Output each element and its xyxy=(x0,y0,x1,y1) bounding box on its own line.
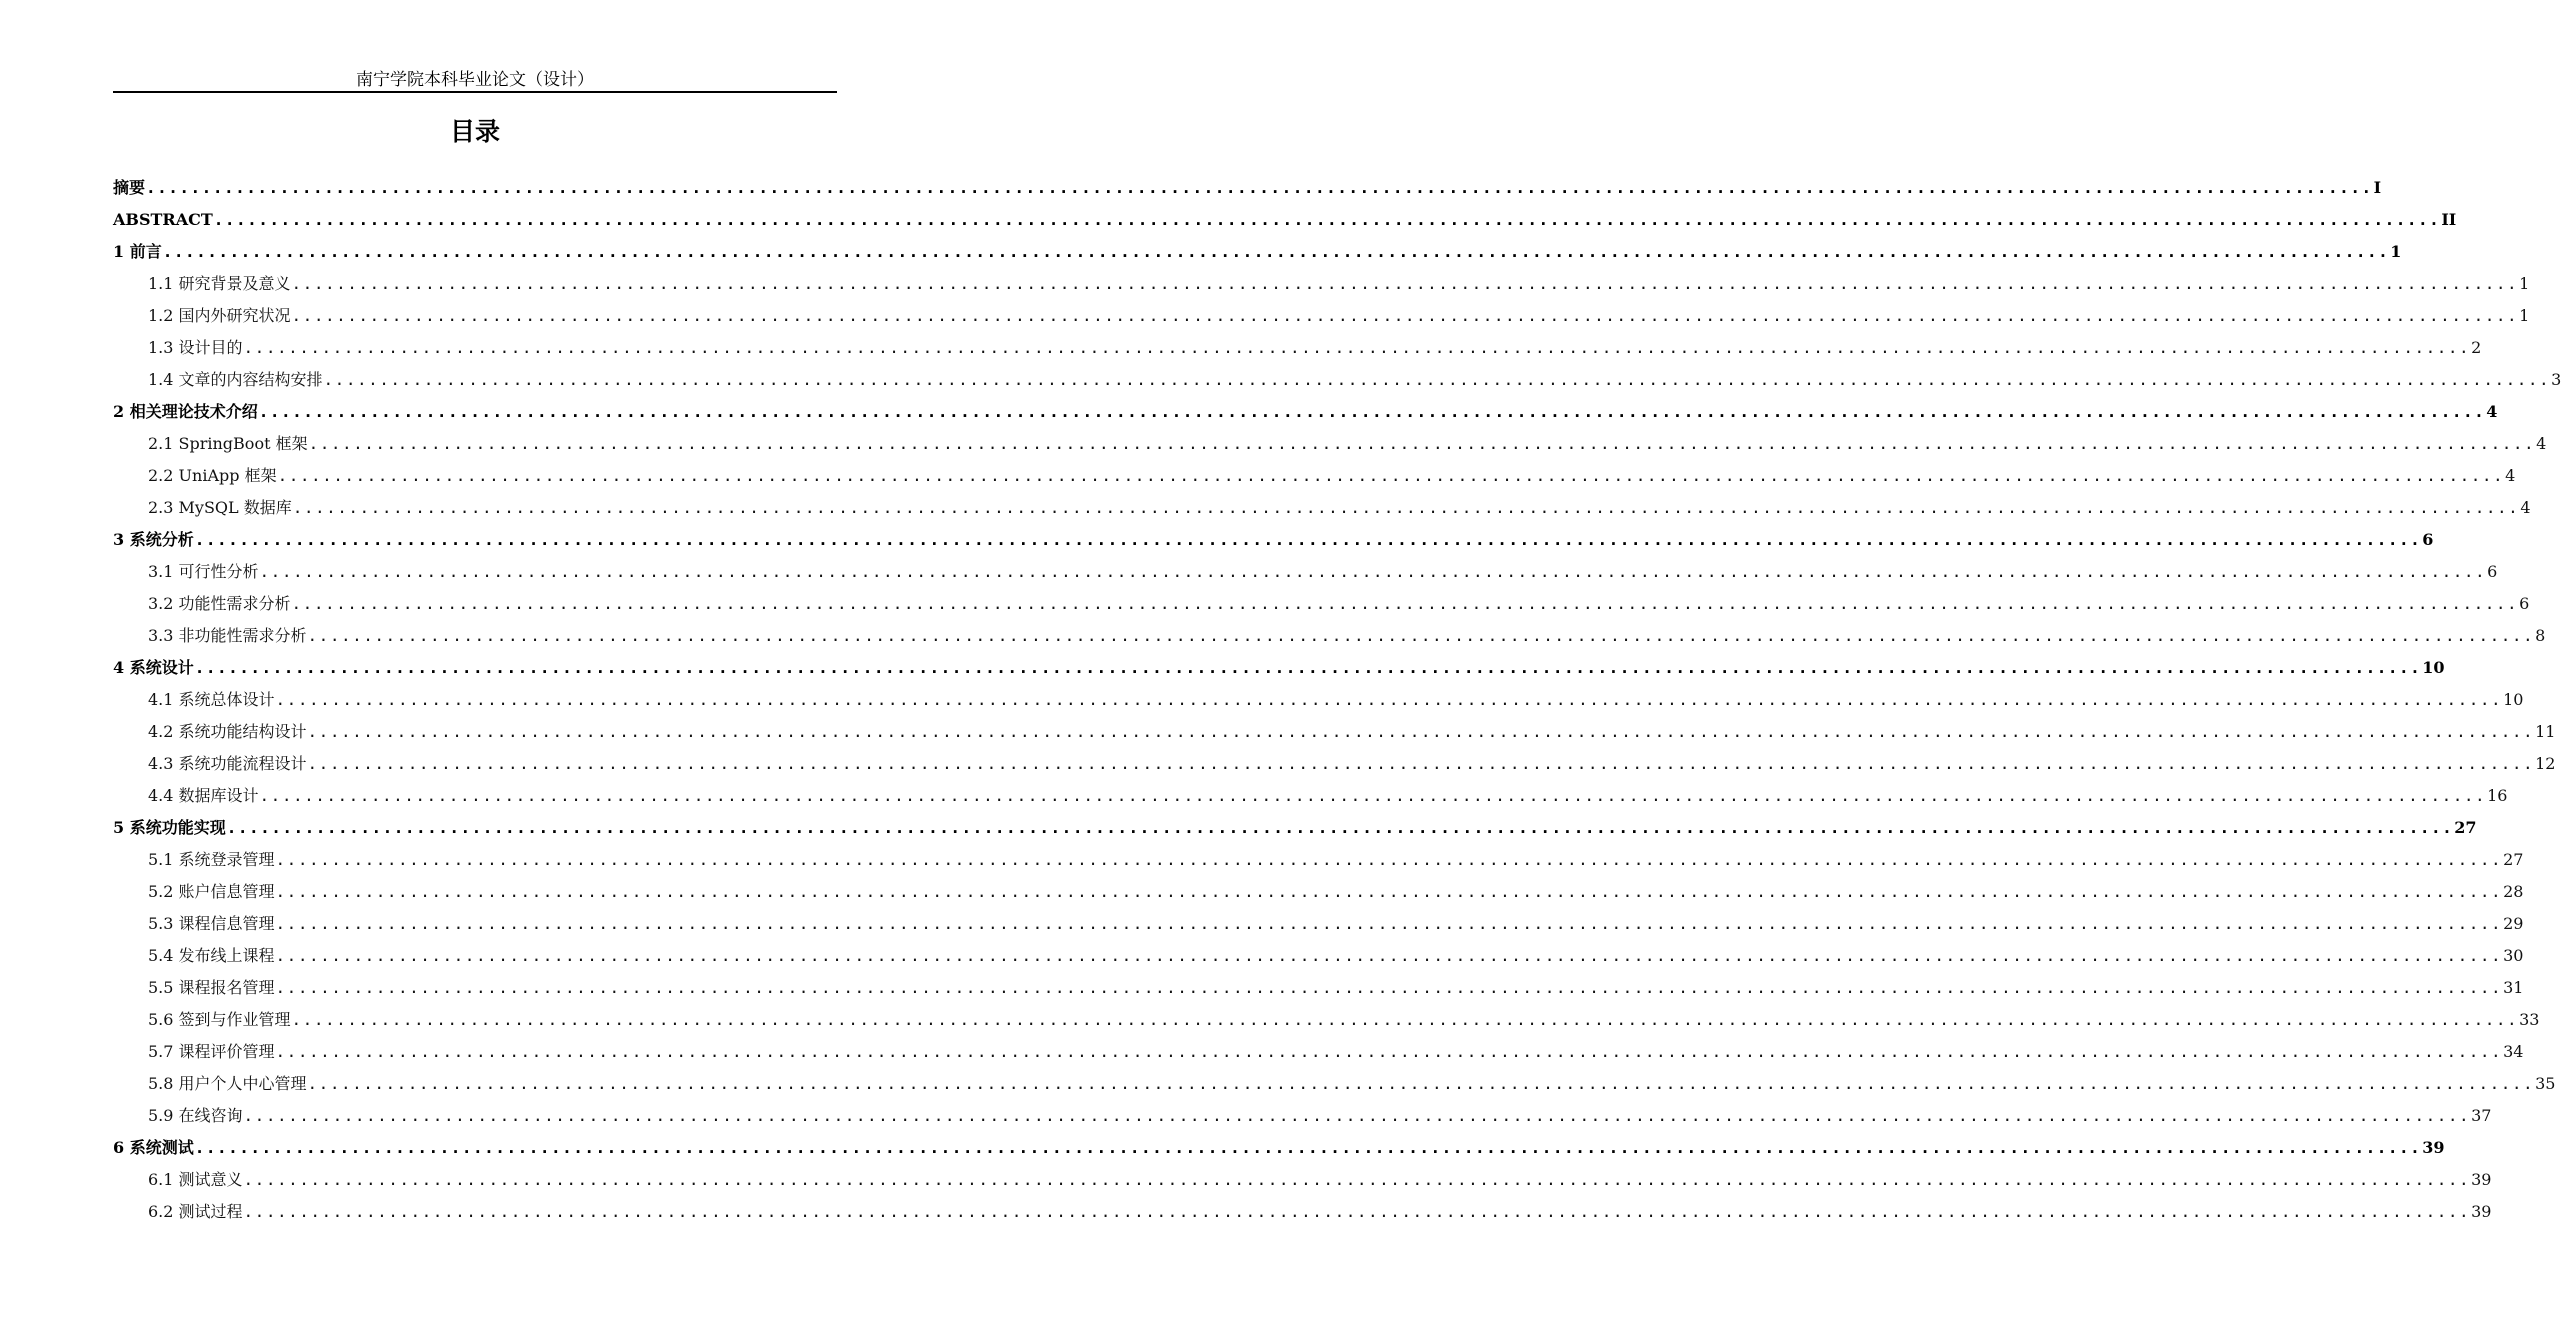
toc-section-entry[interactable] xyxy=(113,460,2516,492)
toc-entry-page-number: I xyxy=(2373,178,2382,197)
toc-entry-page-number: 4 xyxy=(2486,402,2498,421)
dot-leader: ........................................................................................................................................................................................................ xyxy=(243,338,2471,357)
toc-chapter-entry[interactable] xyxy=(113,236,2402,268)
dot-leader: ........................................................................................................................................................................................................ xyxy=(259,786,2487,805)
toc-section-entry[interactable] xyxy=(113,780,2508,812)
toc-entry-label: 1.1 研究背景及意义 xyxy=(148,274,291,293)
toc-section-entry[interactable] xyxy=(113,588,2530,620)
toc-entry-label: 5.8 用户个人中心管理 xyxy=(148,1074,307,1093)
toc-entry-page-number: 8 xyxy=(2535,626,2546,645)
toc-section-entry[interactable] xyxy=(113,364,2561,396)
dot-leader: ........................................................................................................................................................................................................ xyxy=(292,498,2520,517)
toc-entry-label: 3.3 非功能性需求分析 xyxy=(148,626,307,645)
toc-section-entry[interactable] xyxy=(113,748,2556,780)
dot-leader: ........................................................................................................................................................................................................ xyxy=(323,370,2551,389)
dot-leader: ........................................................................................................................................................................................................ xyxy=(243,1170,2471,1189)
toc-section-entry[interactable] xyxy=(113,556,2498,588)
dot-leader: ........................................................................................................................................................................................................ xyxy=(307,754,2535,773)
toc-entry-page-number: 4 xyxy=(2520,498,2531,517)
toc-entry-page-number: 12 xyxy=(2535,754,2556,773)
dot-leader: ........................................................................................................................................................................................................ xyxy=(291,594,2519,613)
toc-entry-page-number: 27 xyxy=(2454,818,2477,837)
toc-title: 目录 xyxy=(449,117,500,146)
toc-entry-page-number: 6 xyxy=(2519,594,2530,613)
toc-section-entry[interactable] xyxy=(113,1068,2556,1100)
toc-section-entry[interactable] xyxy=(113,844,2524,876)
toc-entry-label: 5.3 课程信息管理 xyxy=(148,914,275,933)
toc-entry-page-number: 6 xyxy=(2422,530,2434,549)
toc-entry-label: 1 前言 xyxy=(113,242,162,261)
dot-leader: ........................................................................................................................................................................................................ xyxy=(275,1042,2503,1061)
toc-entry-page-number: 29 xyxy=(2503,914,2524,933)
toc-section-entry[interactable] xyxy=(113,300,2530,332)
toc-entry-label: 4.2 系统功能结构设计 xyxy=(148,722,307,741)
toc-entry-label: 4.4 数据库设计 xyxy=(148,786,259,805)
toc-section-entry[interactable] xyxy=(113,332,2482,364)
toc-entry-label: 摘要 xyxy=(113,178,146,197)
toc-entry-page-number: 1 xyxy=(2519,274,2530,293)
toc-entry-page-number: 37 xyxy=(2471,1106,2492,1125)
toc-entry-label: 3.2 功能性需求分析 xyxy=(148,594,291,613)
toc-section-entry[interactable] xyxy=(113,492,2531,524)
toc-entry-page-number: 2 xyxy=(2471,338,2482,357)
toc-entry-label: 1.2 国内外研究状况 xyxy=(148,306,291,325)
toc-section-entry[interactable] xyxy=(113,876,2524,908)
toc-entry-label: 2.1 SpringBoot 框架 xyxy=(148,434,308,453)
toc-entry-label: 5.6 签到与作业管理 xyxy=(148,1010,291,1029)
toc-entry-page-number: 35 xyxy=(2535,1074,2556,1093)
dot-leader: ........................................................................................................................................................................................................ xyxy=(259,562,2487,581)
toc-entry-label: 1.3 设计目的 xyxy=(148,338,243,357)
toc-entry-page-number: 39 xyxy=(2471,1202,2492,1221)
dot-leader: ........................................................................................................................................................................................................ xyxy=(291,1010,2519,1029)
toc-entry-page-number: 1 xyxy=(2390,242,2402,261)
running-header: 南宁学院本科毕业论文（设计） xyxy=(356,70,594,90)
dot-leader: ........................................................................................................................................................................................................ xyxy=(162,242,2390,261)
toc-entry-page-number: 11 xyxy=(2535,722,2556,741)
dot-leader: ........................................................................................................................................................................................................ xyxy=(291,274,2519,293)
toc-section-entry[interactable] xyxy=(113,428,2547,460)
dot-leader: ........................................................................................................................................................................................................ xyxy=(275,914,2503,933)
dot-leader: ........................................................................................................................................................................................................ xyxy=(146,178,2373,197)
dot-leader: ........................................................................................................................................................................................................ xyxy=(307,722,2535,741)
toc-entry-page-number: 39 xyxy=(2471,1170,2492,1189)
toc-entry-page-number: 10 xyxy=(2503,690,2524,709)
toc-entry-label: 6.2 测试过程 xyxy=(148,1202,243,1221)
toc-entry-label: 1.4 文章的内容结构安排 xyxy=(148,370,323,389)
dot-leader: ........................................................................................................................................................................................................ xyxy=(275,690,2503,709)
toc-entry-page-number: 31 xyxy=(2503,978,2524,997)
toc-entry-page-number: 6 xyxy=(2487,562,2498,581)
dot-leader: ........................................................................................................................................................................................................ xyxy=(291,306,2519,325)
dot-leader: ........................................................................................................................................................................................................ xyxy=(194,658,2422,677)
toc-entry-page-number: 30 xyxy=(2503,946,2524,965)
toc-entry-page-number: 4 xyxy=(2505,466,2516,485)
toc-entry-label: 4.1 系统总体设计 xyxy=(148,690,275,709)
dot-leader: ........................................................................................................................................................................................................ xyxy=(277,466,2505,485)
toc-entry-label: 6.1 测试意义 xyxy=(148,1170,243,1189)
toc-entry-page-number: 34 xyxy=(2503,1042,2524,1061)
dot-leader: ........................................................................................................................................................................................................ xyxy=(275,946,2503,965)
header-rule xyxy=(113,91,837,93)
dot-leader: ........................................................................................................................................................................................................ xyxy=(243,1106,2471,1125)
dot-leader: ........................................................................................................................................................................................................ xyxy=(226,818,2454,837)
table-of-contents xyxy=(113,172,2561,1228)
toc-entry-label: 4 系统设计 xyxy=(113,658,194,677)
dot-leader: ........................................................................................................................................................................................................ xyxy=(243,1202,2471,1221)
toc-entry-label: 5.1 系统登录管理 xyxy=(148,850,275,869)
dot-leader: ........................................................................................................................................................................................................ xyxy=(275,850,2503,869)
toc-entry-page-number: 1 xyxy=(2519,306,2530,325)
toc-entry-label: 5.4 发布线上课程 xyxy=(148,946,275,965)
toc-entry-label: 5.9 在线咨询 xyxy=(148,1106,243,1125)
dot-leader: ........................................................................................................................................................................................................ xyxy=(194,530,2422,549)
dot-leader: ........................................................................................................................................................................................................ xyxy=(213,210,2441,229)
toc-chapter-entry[interactable] xyxy=(113,204,2457,236)
toc-section-entry[interactable] xyxy=(113,1100,2492,1132)
toc-section-entry[interactable] xyxy=(113,684,2524,716)
toc-entry-label: 2 相关理论技术介绍 xyxy=(113,402,258,421)
toc-entry-label: 3 系统分析 xyxy=(113,530,194,549)
toc-entry-page-number: 39 xyxy=(2422,1138,2445,1157)
toc-chapter-entry[interactable] xyxy=(113,524,2434,556)
toc-section-entry[interactable] xyxy=(113,972,2524,1004)
toc-entry-page-number: 10 xyxy=(2422,658,2445,677)
toc-chapter-entry[interactable] xyxy=(113,652,2445,684)
toc-section-entry[interactable] xyxy=(113,908,2524,940)
toc-entry-page-number: 3 xyxy=(2551,370,2561,389)
dot-leader: ........................................................................................................................................................................................................ xyxy=(258,402,2486,421)
toc-entry-page-number: II xyxy=(2441,210,2457,229)
toc-section-entry[interactable] xyxy=(113,716,2556,748)
dot-leader: ........................................................................................................................................................................................................ xyxy=(308,434,2536,453)
dot-leader: ........................................................................................................................................................................................................ xyxy=(307,1074,2535,1093)
toc-entry-page-number: 4 xyxy=(2536,434,2547,453)
toc-chapter-entry[interactable] xyxy=(113,172,2382,204)
toc-section-entry[interactable] xyxy=(113,620,2546,652)
toc-entry-label: ABSTRACT xyxy=(113,210,213,229)
dot-leader: ........................................................................................................................................................................................................ xyxy=(275,978,2503,997)
toc-entry-label: 6 系统测试 xyxy=(113,1138,194,1157)
toc-section-entry[interactable] xyxy=(113,1164,2492,1196)
dot-leader: ........................................................................................................................................................................................................ xyxy=(194,1138,2422,1157)
toc-entry-page-number: 27 xyxy=(2503,850,2524,869)
toc-entry-page-number: 28 xyxy=(2503,882,2524,901)
toc-section-entry[interactable] xyxy=(113,1036,2524,1068)
toc-entry-label: 5.7 课程评价管理 xyxy=(148,1042,275,1061)
toc-chapter-entry[interactable] xyxy=(113,396,2498,428)
toc-section-entry[interactable] xyxy=(113,268,2530,300)
toc-entry-label: 2.2 UniApp 框架 xyxy=(148,466,277,485)
toc-entry-label: 3.1 可行性分析 xyxy=(148,562,259,581)
toc-chapter-entry[interactable] xyxy=(113,812,2477,844)
toc-entry-page-number: 33 xyxy=(2519,1010,2540,1029)
toc-chapter-entry[interactable] xyxy=(113,1132,2445,1164)
toc-entry-label: 5 系统功能实现 xyxy=(113,818,226,837)
toc-entry-label: 5.5 课程报名管理 xyxy=(148,978,275,997)
toc-section-entry[interactable] xyxy=(113,940,2524,972)
dot-leader: ........................................................................................................................................................................................................ xyxy=(307,626,2535,645)
toc-section-entry[interactable] xyxy=(113,1196,2492,1228)
dot-leader: ........................................................................................................................................................................................................ xyxy=(275,882,2503,901)
toc-section-entry[interactable] xyxy=(113,1004,2540,1036)
toc-entry-page-number: 16 xyxy=(2487,786,2508,805)
toc-entry-label: 4.3 系统功能流程设计 xyxy=(148,754,307,773)
toc-entry-label: 5.2 账户信息管理 xyxy=(148,882,275,901)
toc-entry-label: 2.3 MySQL 数据库 xyxy=(148,498,292,517)
